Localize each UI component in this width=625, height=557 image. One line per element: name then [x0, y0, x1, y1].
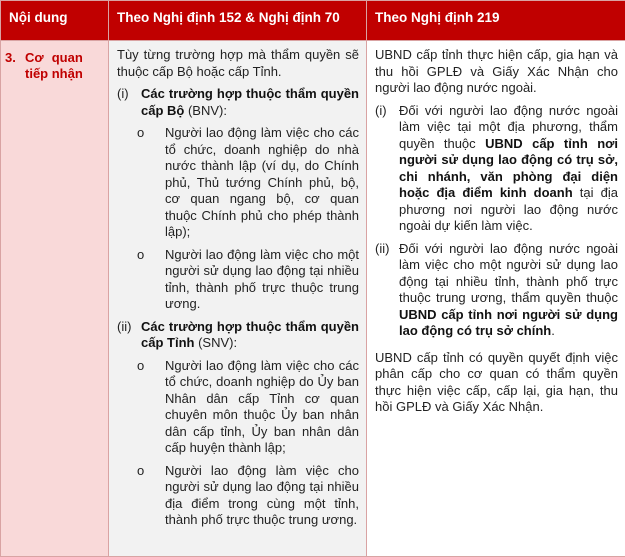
row-label [5, 50, 102, 82]
bullet-icon: o [137, 246, 145, 262]
list-item-text: Người lao động làm việc cho các tổ chức, doanh nghiệp do Ủy ban Nhân dân cấp Tỉnh cơ quan chuyên môn thuộc Ủy ban nhân dân cấp tỉnh, Ủy ban nhân dân cấp huyện thành lập; [165, 357, 359, 455]
row-label-word-2: quan [51, 50, 83, 65]
bullet-icon: o [137, 125, 145, 140]
item-text: Đối với người lao động nước ngoài làm việc tại một địa phương, thẩm quyền thuộc [399, 102, 618, 151]
list-item-text: Người lao động làm việc cho người sử dụng lao động tại nhiều địa điểm trong cùng một tỉnh, thành phố trực thuộc trung ương. [165, 462, 359, 527]
item-number: (ii) [375, 240, 390, 256]
row-label-cell [1, 41, 109, 557]
case-heading-suffix: (SNV): [194, 335, 238, 350]
multi-province-item [375, 241, 618, 340]
row-label-line-2: tiếp nhận [25, 66, 83, 81]
case-number: (ii) [117, 318, 132, 334]
bullet-icon: o [137, 462, 145, 478]
header-decree-152-70: Theo Nghị định 152 & Nghị định 70 [109, 1, 367, 41]
item-number: (i) [375, 102, 387, 118]
list-item [117, 358, 359, 457]
item-emphasis: UBND cấp tỉnh nơi người sử dụng lao động có trụ sở, chi nhánh, văn phòng đại diện hoặc địa điểm kinh doanh [399, 135, 618, 200]
col2-intro: Tùy từng trường hợp mà thẩm quyền sẽ thuộc cấp Bộ hoặc cấp Tỉnh. [117, 47, 359, 79]
header-decree-219: Theo Nghị định 219 [367, 1, 625, 41]
item-text-end: . [551, 323, 555, 338]
list-item [117, 247, 359, 313]
col3-intro: UBND cấp tỉnh thực hiện cấp, gia hạn và thu hồi GPLĐ và Giấy Xác Nhận cho người lao động nước ngoài. [375, 47, 618, 95]
list-item [117, 463, 359, 529]
single-locality-item [375, 103, 618, 235]
case-heading-suffix: (BNV): [184, 102, 227, 118]
decree-219-cell [367, 41, 625, 557]
province-case [117, 319, 359, 352]
item-text-end: tại địa phương nơi người lao động nước ngoài dự kiến làm việc. [399, 185, 618, 233]
list-item [117, 125, 359, 241]
row-number: 3. [5, 50, 16, 65]
header-row [1, 1, 625, 41]
col3-closing: UBND cấp tỉnh có quyền quyết định việc phân cấp cho cơ quan có thẩm quyền thực hiện việc cấp, cấp lại, gia hạn, thu hồi GPLĐ và Giấy Xác Nhận. [375, 349, 618, 414]
header-content: Nội dung [1, 1, 109, 41]
ministry-case [117, 86, 359, 119]
bullet-icon: o [137, 357, 145, 373]
table-row [1, 41, 625, 557]
case-number: (i) [117, 86, 129, 101]
row-label-word-1: Cơ [25, 50, 44, 65]
case-heading: Các trường hợp thuộc thẩm quyền cấp Tỉnh [141, 318, 359, 350]
list-item-text: Người lao động làm việc cho các tổ chức, doanh nghiệp do nhà nước thành lập (ví dụ, do Chính phủ, Thủ tướng Chính phủ, bộ, cơ quan ngang bộ, cơ quan thuộc Chính phủ cho phép thành lập); [165, 125, 359, 239]
item-text: Đối với người lao động nước ngoài làm việc cho một người sử dụng lao động tại nhiều tỉnh, thành phố trực thuộc trung ương, thẩm quyền thuộc [399, 240, 618, 305]
case-heading: Các trường hợp thuộc thẩm quyền cấp Bộ [141, 86, 359, 118]
item-emphasis: UBND cấp tỉnh nơi người sử dụng lao động có trụ sở chính [399, 306, 618, 338]
list-item-text: Người lao động làm việc cho một người sử dụng lao động tại nhiều tỉnh, thành phố trực thuộc trung ương. [165, 246, 359, 311]
decree-152-70-cell [109, 41, 367, 557]
